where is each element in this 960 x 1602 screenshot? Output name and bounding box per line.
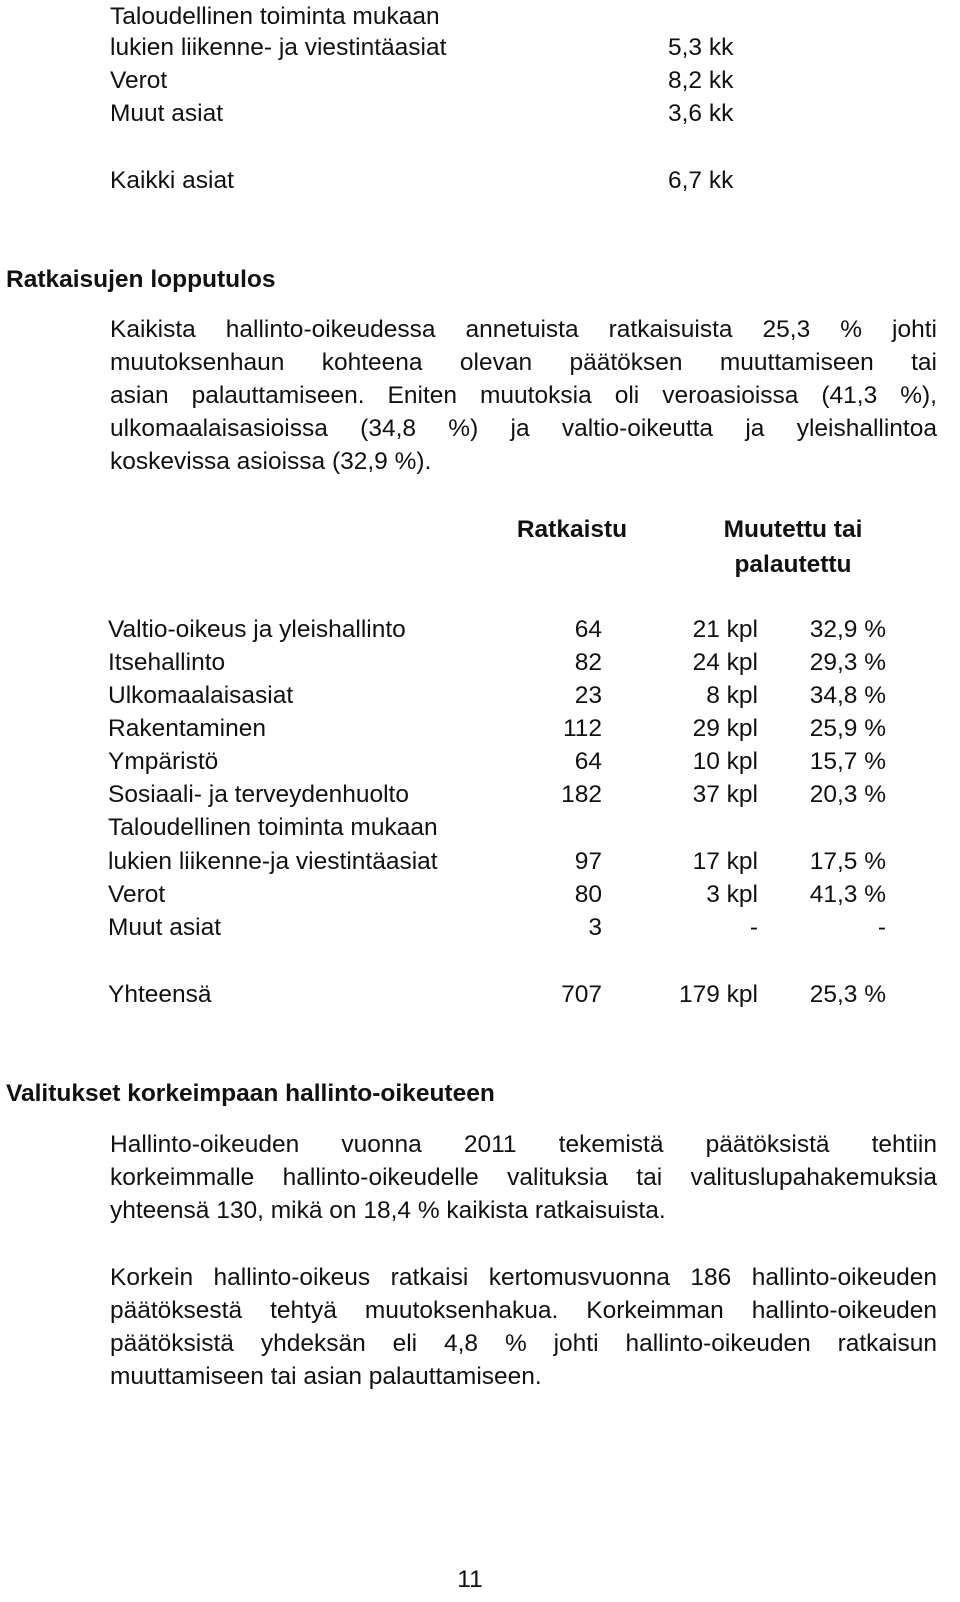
- table-cell-percent: 20,3 %: [809, 781, 886, 808]
- table-row-label: Muut asiat: [108, 914, 222, 941]
- table-total-changed: 179 kpl: [678, 981, 758, 1008]
- table-cell-percent: 15,7 %: [809, 748, 886, 775]
- table-cell-changed: 37 kpl: [692, 781, 758, 808]
- duration-row-label: Taloudellinen toiminta mukaan: [110, 3, 440, 30]
- table-cell-decided: 182: [561, 781, 602, 808]
- section-heading-appeals: Valitukset korkeimpaan hallinto-oikeuteen: [6, 1080, 495, 1107]
- table-cell-percent: 17,5 %: [809, 848, 886, 875]
- table-cell-decided: 82: [574, 649, 602, 676]
- paragraph-line: päätöksistä yhdeksän eli 4,8 % johti hallinto-oikeuden ratkaisun: [110, 1330, 937, 1357]
- table-cell-percent: 32,9 %: [809, 616, 886, 643]
- table-row-label: Ympäristö: [108, 748, 219, 775]
- paragraph-line: koskevissa asioissa (32,9 %).: [110, 448, 432, 475]
- table-cell-percent: 25,9 %: [809, 715, 886, 742]
- table-cell-percent: 29,3 %: [809, 649, 886, 676]
- table-cell-changed: 24 kpl: [692, 649, 758, 676]
- table-cell-changed: -: [749, 914, 758, 941]
- table-cell-decided: 97: [574, 848, 602, 875]
- table-row-label: Itsehallinto: [108, 649, 226, 676]
- column-header-decided: Ratkaistu: [516, 516, 628, 543]
- table-cell-decided: 64: [574, 616, 602, 643]
- paragraph-line: Korkein hallinto-oikeus ratkaisi kertomusvuonna 186 hallinto-oikeuden: [110, 1264, 937, 1291]
- table-row-label-line2: lukien liikenne-ja viestintäasiat: [108, 848, 438, 875]
- table-cell-changed: 10 kpl: [692, 748, 758, 775]
- paragraph-line: päätöksestä tehtyä muutoksenhakua. Korkeimman hallinto-oikeuden: [110, 1297, 937, 1324]
- table-cell-changed: 3 kpl: [706, 881, 758, 908]
- paragraph-line: Hallinto-oikeuden vuonna 2011 tekemistä päätöksistä tehtiin: [110, 1131, 937, 1158]
- duration-total-label: Kaikki asiat: [110, 167, 234, 194]
- duration-row-value: 3,6 kk: [668, 100, 734, 127]
- paragraph-line: muutoksenhaun kohteena olevan päätöksen muuttamiseen tai: [110, 349, 937, 376]
- table-row-label: Sosiaali- ja terveydenhuolto: [108, 781, 409, 808]
- table-cell-percent: 41,3 %: [809, 881, 886, 908]
- table-cell-decided: 80: [574, 881, 602, 908]
- table-row-label: Ulkomaalaisasiat: [108, 682, 294, 709]
- duration-row-value: 8,2 kk: [668, 67, 734, 94]
- page-number: 11: [457, 1566, 483, 1593]
- table-row-label: Rakentaminen: [108, 715, 266, 742]
- table-total-label: Yhteensä: [108, 981, 212, 1008]
- paragraph-line: muuttamiseen tai asian palauttamiseen.: [110, 1363, 542, 1390]
- table-row-label: Valtio-oikeus ja yleishallinto: [108, 616, 406, 643]
- duration-row-label: lukien liikenne- ja viestintäasiat: [110, 34, 447, 61]
- table-total-percent: 25,3 %: [809, 981, 886, 1008]
- table-row-label: Taloudellinen toiminta mukaan: [108, 814, 438, 841]
- duration-total-value: 6,7 kk: [668, 167, 734, 194]
- table-cell-decided: 23: [574, 682, 602, 709]
- paragraph-line: ulkomaalaisasioissa (34,8 %) ja valtio-oikeutta ja yleishallintoa: [110, 415, 937, 442]
- table-total-decided: 707: [561, 981, 602, 1008]
- paragraph-line: asian palauttamiseen. Eniten muutoksia oli veroasioissa (41,3 %),: [110, 382, 937, 409]
- table-cell-changed: 17 kpl: [692, 848, 758, 875]
- duration-row-value: 5,3 kk: [668, 34, 734, 61]
- table-cell-percent: 34,8 %: [809, 682, 886, 709]
- column-header-changed: Muutettu tai: [723, 516, 863, 543]
- table-cell-changed: 21 kpl: [692, 616, 758, 643]
- table-cell-changed: 29 kpl: [692, 715, 758, 742]
- table-row-label: Verot: [108, 881, 166, 908]
- table-cell-percent: -: [877, 914, 886, 941]
- appeals-paragraph-2: [110, 1261, 937, 1393]
- duration-row-label: Muut asiat: [110, 100, 224, 127]
- paragraph-line: yhteensä 130, mikä on 18,4 % kaikista ratkaisuista.: [110, 1197, 666, 1224]
- section-heading-results: Ratkaisujen lopputulos: [6, 266, 276, 293]
- results-paragraph: [110, 313, 937, 478]
- duration-row-label: Verot: [110, 67, 168, 94]
- table-cell-changed: 8 kpl: [706, 682, 758, 709]
- paragraph-line: korkeimmalle hallinto-oikeudelle valituksia tai valituslupahakemuksia: [110, 1164, 937, 1191]
- table-cell-decided: 112: [562, 715, 602, 742]
- appeals-paragraph-1: [110, 1128, 937, 1227]
- table-cell-decided: 64: [574, 748, 602, 775]
- table-cell-decided: 3: [588, 914, 602, 941]
- column-header-changed-line2: palautettu: [734, 551, 852, 578]
- paragraph-line: Kaikista hallinto-oikeudessa annetuista ratkaisuista 25,3 % johti: [110, 316, 937, 343]
